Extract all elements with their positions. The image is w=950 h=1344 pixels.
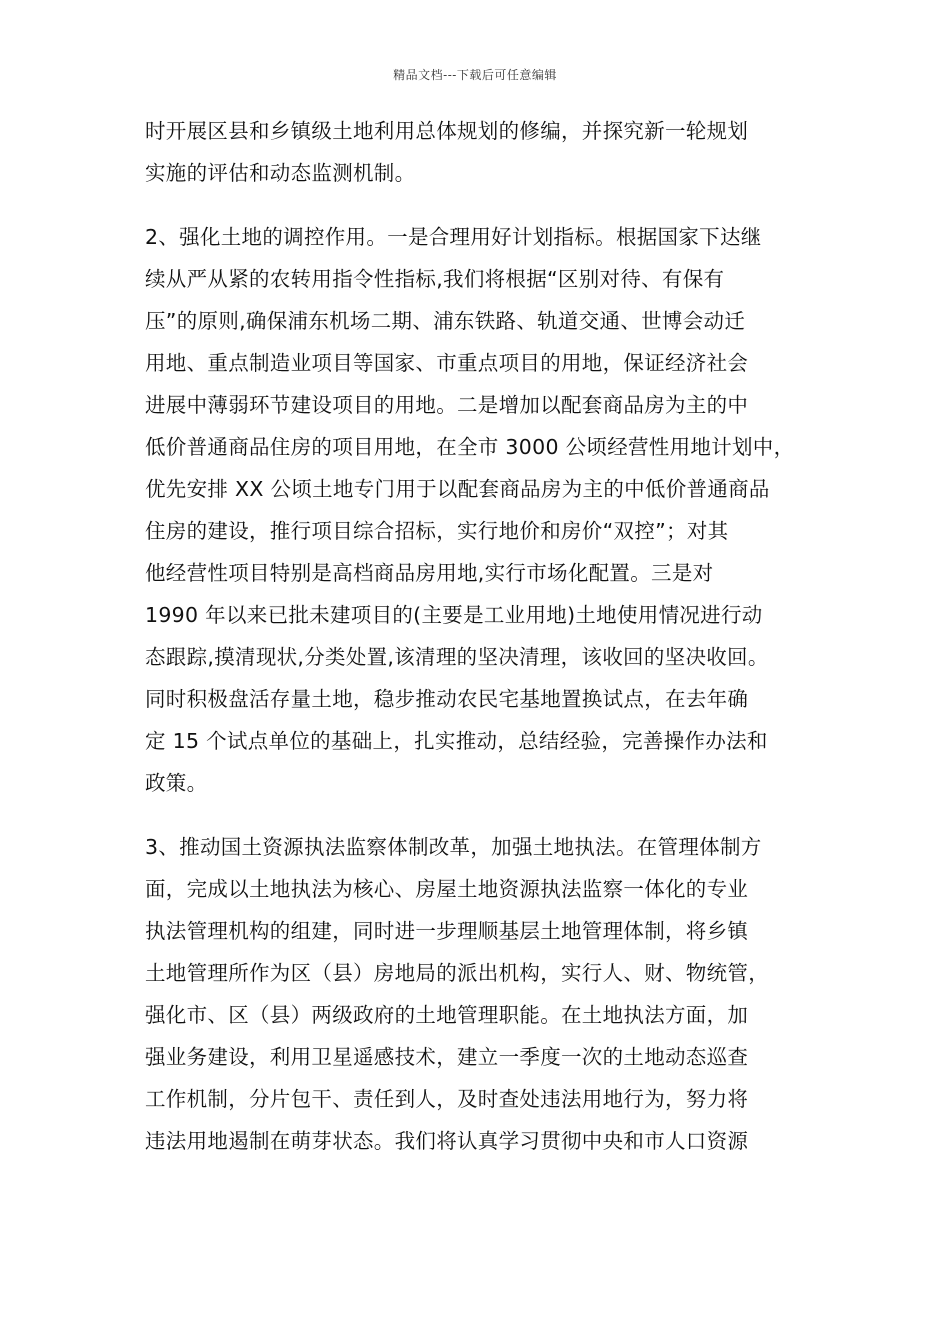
text-line: 面，完成以土地执法为核心、房屋土地资源执法监察一体化的专业 bbox=[145, 877, 749, 901]
text-line: 执法管理机构的组建，同时进一步理顺基层土地管理体制，将乡镇 bbox=[145, 919, 749, 943]
text-line: 强化市、区（县）两级政府的土地管理职能。在土地执法方面，加 bbox=[145, 1003, 749, 1027]
document-body bbox=[145, 110, 835, 1162]
text-line: 用地、重点制造业项目等国家、市重点项目的用地，保证经济社会 bbox=[145, 351, 749, 375]
text-line: 同时积极盘活存量土地，稳步推动农民宅基地置换试点，在去年确 bbox=[145, 687, 749, 711]
text-line: 定 15 个试点单位的基础上，扎实推动，总结经验，完善操作办法和 bbox=[145, 729, 768, 753]
text-line: 2、强化土地的调控作用。一是合理用好计划指标。根据国家下达继 bbox=[145, 225, 762, 249]
text-line: 住房的建设，推行项目综合招标，实行地价和房价“双控”；对其 bbox=[145, 519, 729, 543]
text-line: 工作机制，分片包干、责任到人，及时查处违法用地行为，努力将 bbox=[145, 1087, 749, 1111]
text-line: 续从严从紧的农转用指令性指标,我们将根据“区别对待、有保有 bbox=[145, 267, 725, 291]
text-line: 压”的原则,确保浦东机场二期、浦东铁路、轨道交通、世博会动迁 bbox=[145, 309, 746, 333]
text-line: 违法用地遏制在萌芽状态。我们将认真学习贯彻中央和市人口资源 bbox=[145, 1129, 749, 1153]
paragraph-3 bbox=[145, 826, 835, 1162]
text-line: 时开展区县和乡镇级土地利用总体规划的修编，并探究新一轮规划 bbox=[145, 119, 749, 143]
text-line: 态跟踪,摸清现状,分类处置,该清理的坚决清理，该收回的坚决收回。 bbox=[145, 645, 769, 669]
page-header: 精品文档---下载后可任意编辑 bbox=[393, 68, 557, 82]
text-line: 他经营性项目特别是高档商品房用地,实行市场化配置。三是对 bbox=[145, 561, 714, 585]
text-line: 3、推动国土资源执法监察体制改革，加强土地执法。在管理体制方 bbox=[145, 835, 762, 859]
text-line: 强业务建设，利用卫星遥感技术，建立一季度一次的土地动态巡查 bbox=[145, 1045, 749, 1069]
text-line: 1990 年以来已批未建项目的(主要是工业用地)土地使用情况进行动 bbox=[145, 603, 763, 627]
text-line: 土地管理所作为区（县）房地局的派出机构，实行人、财、物统管， bbox=[145, 961, 769, 985]
paragraph-1 bbox=[145, 110, 835, 194]
text-line: 进展中薄弱环节建设项目的用地。二是增加以配套商品房为主的中 bbox=[145, 393, 749, 417]
text-line: 优先安排 XX 公顷土地专门用于以配套商品房为主的中低价普通商品 bbox=[145, 477, 770, 501]
paragraph-2 bbox=[145, 216, 835, 804]
text-line: 低价普通商品住房的项目用地，在全市 3000 公顷经营性用地计划中， bbox=[145, 435, 795, 459]
text-line: 政策。 bbox=[145, 771, 208, 795]
text-line: 实施的评估和动态监测机制。 bbox=[145, 161, 416, 185]
